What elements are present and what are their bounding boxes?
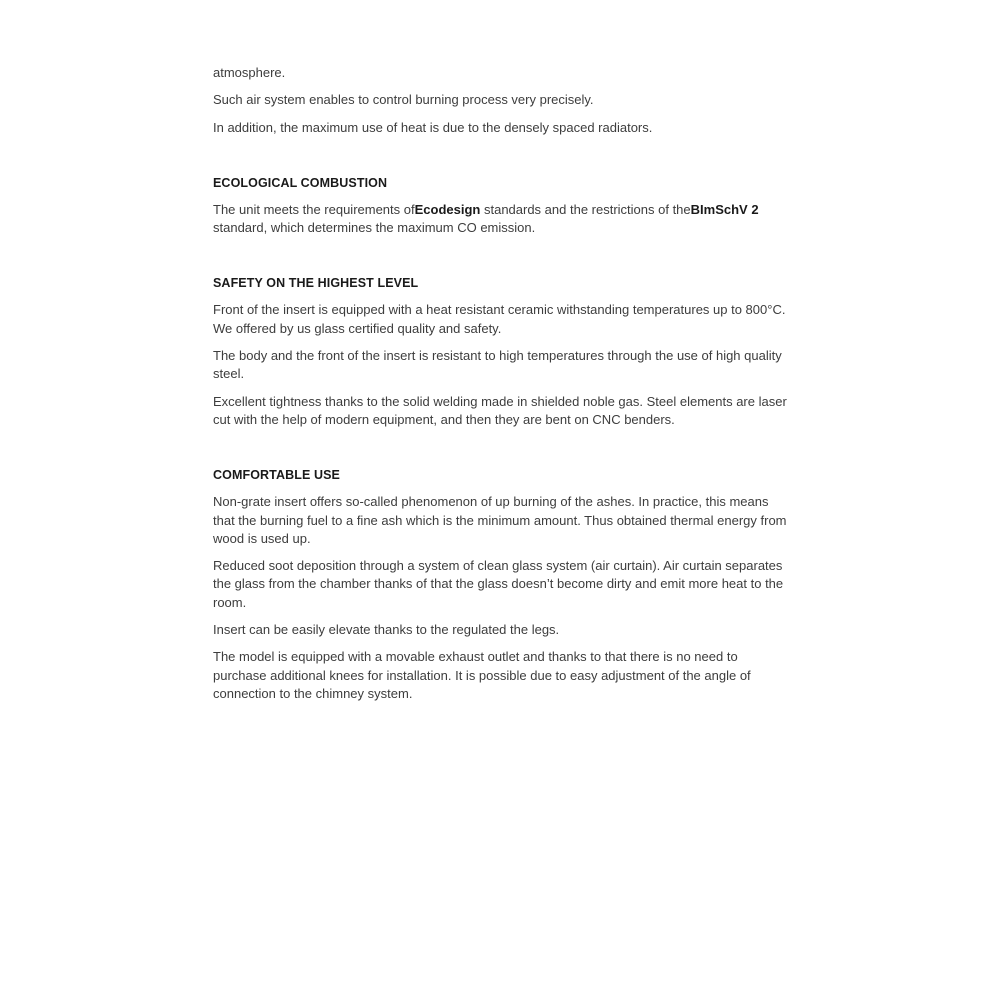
- ecological-text-c: standards and the restrictions of the: [480, 201, 691, 217]
- comfortable-paragraph: Insert can be easily elevate thanks to the regulated the legs.: [213, 622, 560, 638]
- ecological-text-e: standard, which determines the maximum CO emission.: [213, 220, 536, 236]
- ecological-paragraph: [213, 201, 793, 238]
- intro-paragraph: Such air system enables to control burning process very precisely.: [213, 92, 594, 108]
- safety-paragraph: Excellent tightness thanks to the solid welding made in shielded noble gas. Steel elements are laser cut with the help of modern equipment, and then they are bent on CNC benders.: [213, 393, 787, 427]
- comfortable-paragraph: The model is equipped with a movable exhaust outlet and thanks to that there is no need to purchase additional knees for installation. It is possible due to easy adjustment of the angle of connection to the chimney system.: [213, 649, 751, 701]
- safety-heading: SAFETY ON THE HIGHEST LEVEL: [213, 276, 419, 291]
- comfortable-heading: COMFORTABLE USE: [213, 468, 340, 483]
- comfortable-paragraph: Reduced soot deposition through a system of clean glass system (air curtain). Air curtain separates the glass from the chamber thanks of that the glass doesn’t become dirty and emit more heat to the room.: [213, 558, 784, 610]
- intro-section: [213, 64, 793, 137]
- ecological-text-a: The unit meets the requirements of: [213, 201, 415, 217]
- ecological-heading: ECOLOGICAL COMBUSTION: [213, 175, 388, 190]
- document-body: [213, 64, 793, 712]
- bimschv-term: BImSchV 2: [690, 201, 759, 217]
- comfortable-paragraph: Non-grate insert offers so-called phenomenon of up burning of the ashes. In practice, this means that the burning fuel to a fine ash which is the minimum amount. Thus obtained thermal energy from wood is used up.: [213, 494, 787, 546]
- ecological-section: [213, 174, 793, 238]
- intro-paragraph: In addition, the maximum use of heat is due to the densely spaced radiators.: [213, 119, 653, 135]
- ecodesign-term: Ecodesign: [414, 201, 481, 217]
- intro-paragraph: atmosphere.: [213, 65, 286, 80]
- safety-paragraph: The body and the front of the insert is resistant to high temperatures through the use of high quality steel.: [213, 348, 782, 382]
- safety-section: [213, 274, 793, 429]
- comfortable-section: [213, 466, 793, 703]
- safety-paragraph: Front of the insert is equipped with a heat resistant ceramic withstanding temperatures up to 800°C. We offered by us glass certified quality and safety.: [213, 302, 786, 336]
